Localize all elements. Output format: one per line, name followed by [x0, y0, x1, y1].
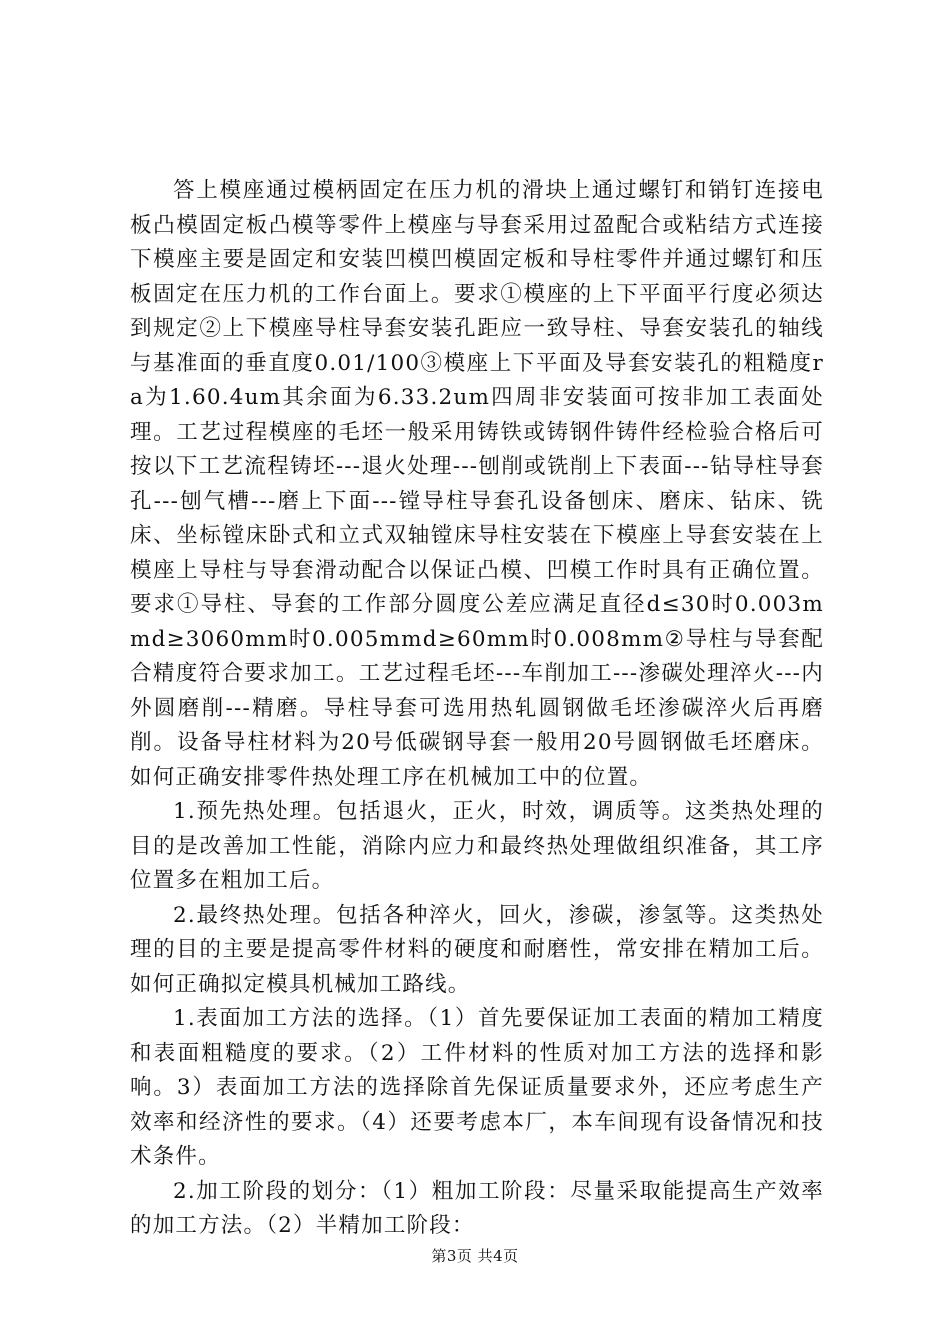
- document-body: [130, 174, 824, 1244]
- page-number-footer: 第3页 共4页: [431, 1247, 519, 1265]
- paragraph-mold-base: 答上模座通过模柄固定在压力机的滑块上通过螺钉和销钉连接电板凸模固定板凸模等零件上模座与导套采用过盈配合或粘结方式连接下模座主要是固定和安装凹模凹模固定板和导柱零件并通过螺钉和压板固定在压力机的工作台面上。要求①模座的上下平面平行度必须达到规定②上下模座导柱导套安装孔距应一致导柱、导套安装孔的轴线与基准面的垂直度0.01/100③模座上下平面及导套安装孔的粗糙度ra为1.60.4um其余面为6.33.2um四周非安装面可按非加工表面处理。工艺过程模座的毛坯一般采用铸铁或铸钢件铸件经检验合格后可按以下工艺流程铸坯---退火处理---刨削或铣削上下表面---钻导柱导套孔---刨气槽---磨上下面---镗导柱导套孔设备刨床、磨床、钻床、铣床、坐标镗床卧式和立式双轴镗床导柱安装在下模座上导套安装在上模座上导柱与导套滑动配合以保证凸模、凹模工作时具有正确位置。要求①导柱、导套的工作部分圆度公差应满足直径d≤30时0.003mmd≥3060mm时0.005mmd≥60mm时0.008mm②导柱与导套配合精度符合要求加工。工艺过程毛坯---车削加工---渗碳处理淬火---内外圆磨削---精磨。导柱导套可选用热轧圆钢做毛坯渗碳淬火后再磨削。设备导柱材料为20号低碳钢导套一般用20号圆钢做毛坯磨床。如何正确安排零件热处理工序在机械加工中的位置。: [130, 178, 824, 790]
- paragraph-final-heat-treatment: 2.最终热处理。包括各种淬火，回火，渗碳，渗氢等。这类热处理的目的主要是提高零件材料的硬度和耐磨性，常安排在精加工后。如何正确拟定模具机械加工路线。: [130, 902, 824, 997]
- paragraph-preliminary-heat-treatment: 1.预先热处理。包括退火，正火，时效，调质等。这类热处理的目的是改善加工性能，消除内应力和最终热处理做组织准备，其工序位置多在粗加工后。: [130, 799, 824, 893]
- paragraph-machining-stages: 2.加工阶段的划分：（1）粗加工阶段：尽量采取能提高生产效率的加工方法。（2）半精加工阶段：: [130, 1178, 824, 1238]
- paragraph-surface-method-selection: 1.表面加工方法的选择。（1）首先要保证加工表面的精加工精度和表面粗糙度的要求。（2）工件材料的性质对加工方法的选择和影响。3）表面加工方法的选择除首先保证质量要求外，还应考虑生产效率和经济性的要求。（4）还要考虑本厂，本车间现有设备情况和技术条件。: [130, 1006, 824, 1169]
